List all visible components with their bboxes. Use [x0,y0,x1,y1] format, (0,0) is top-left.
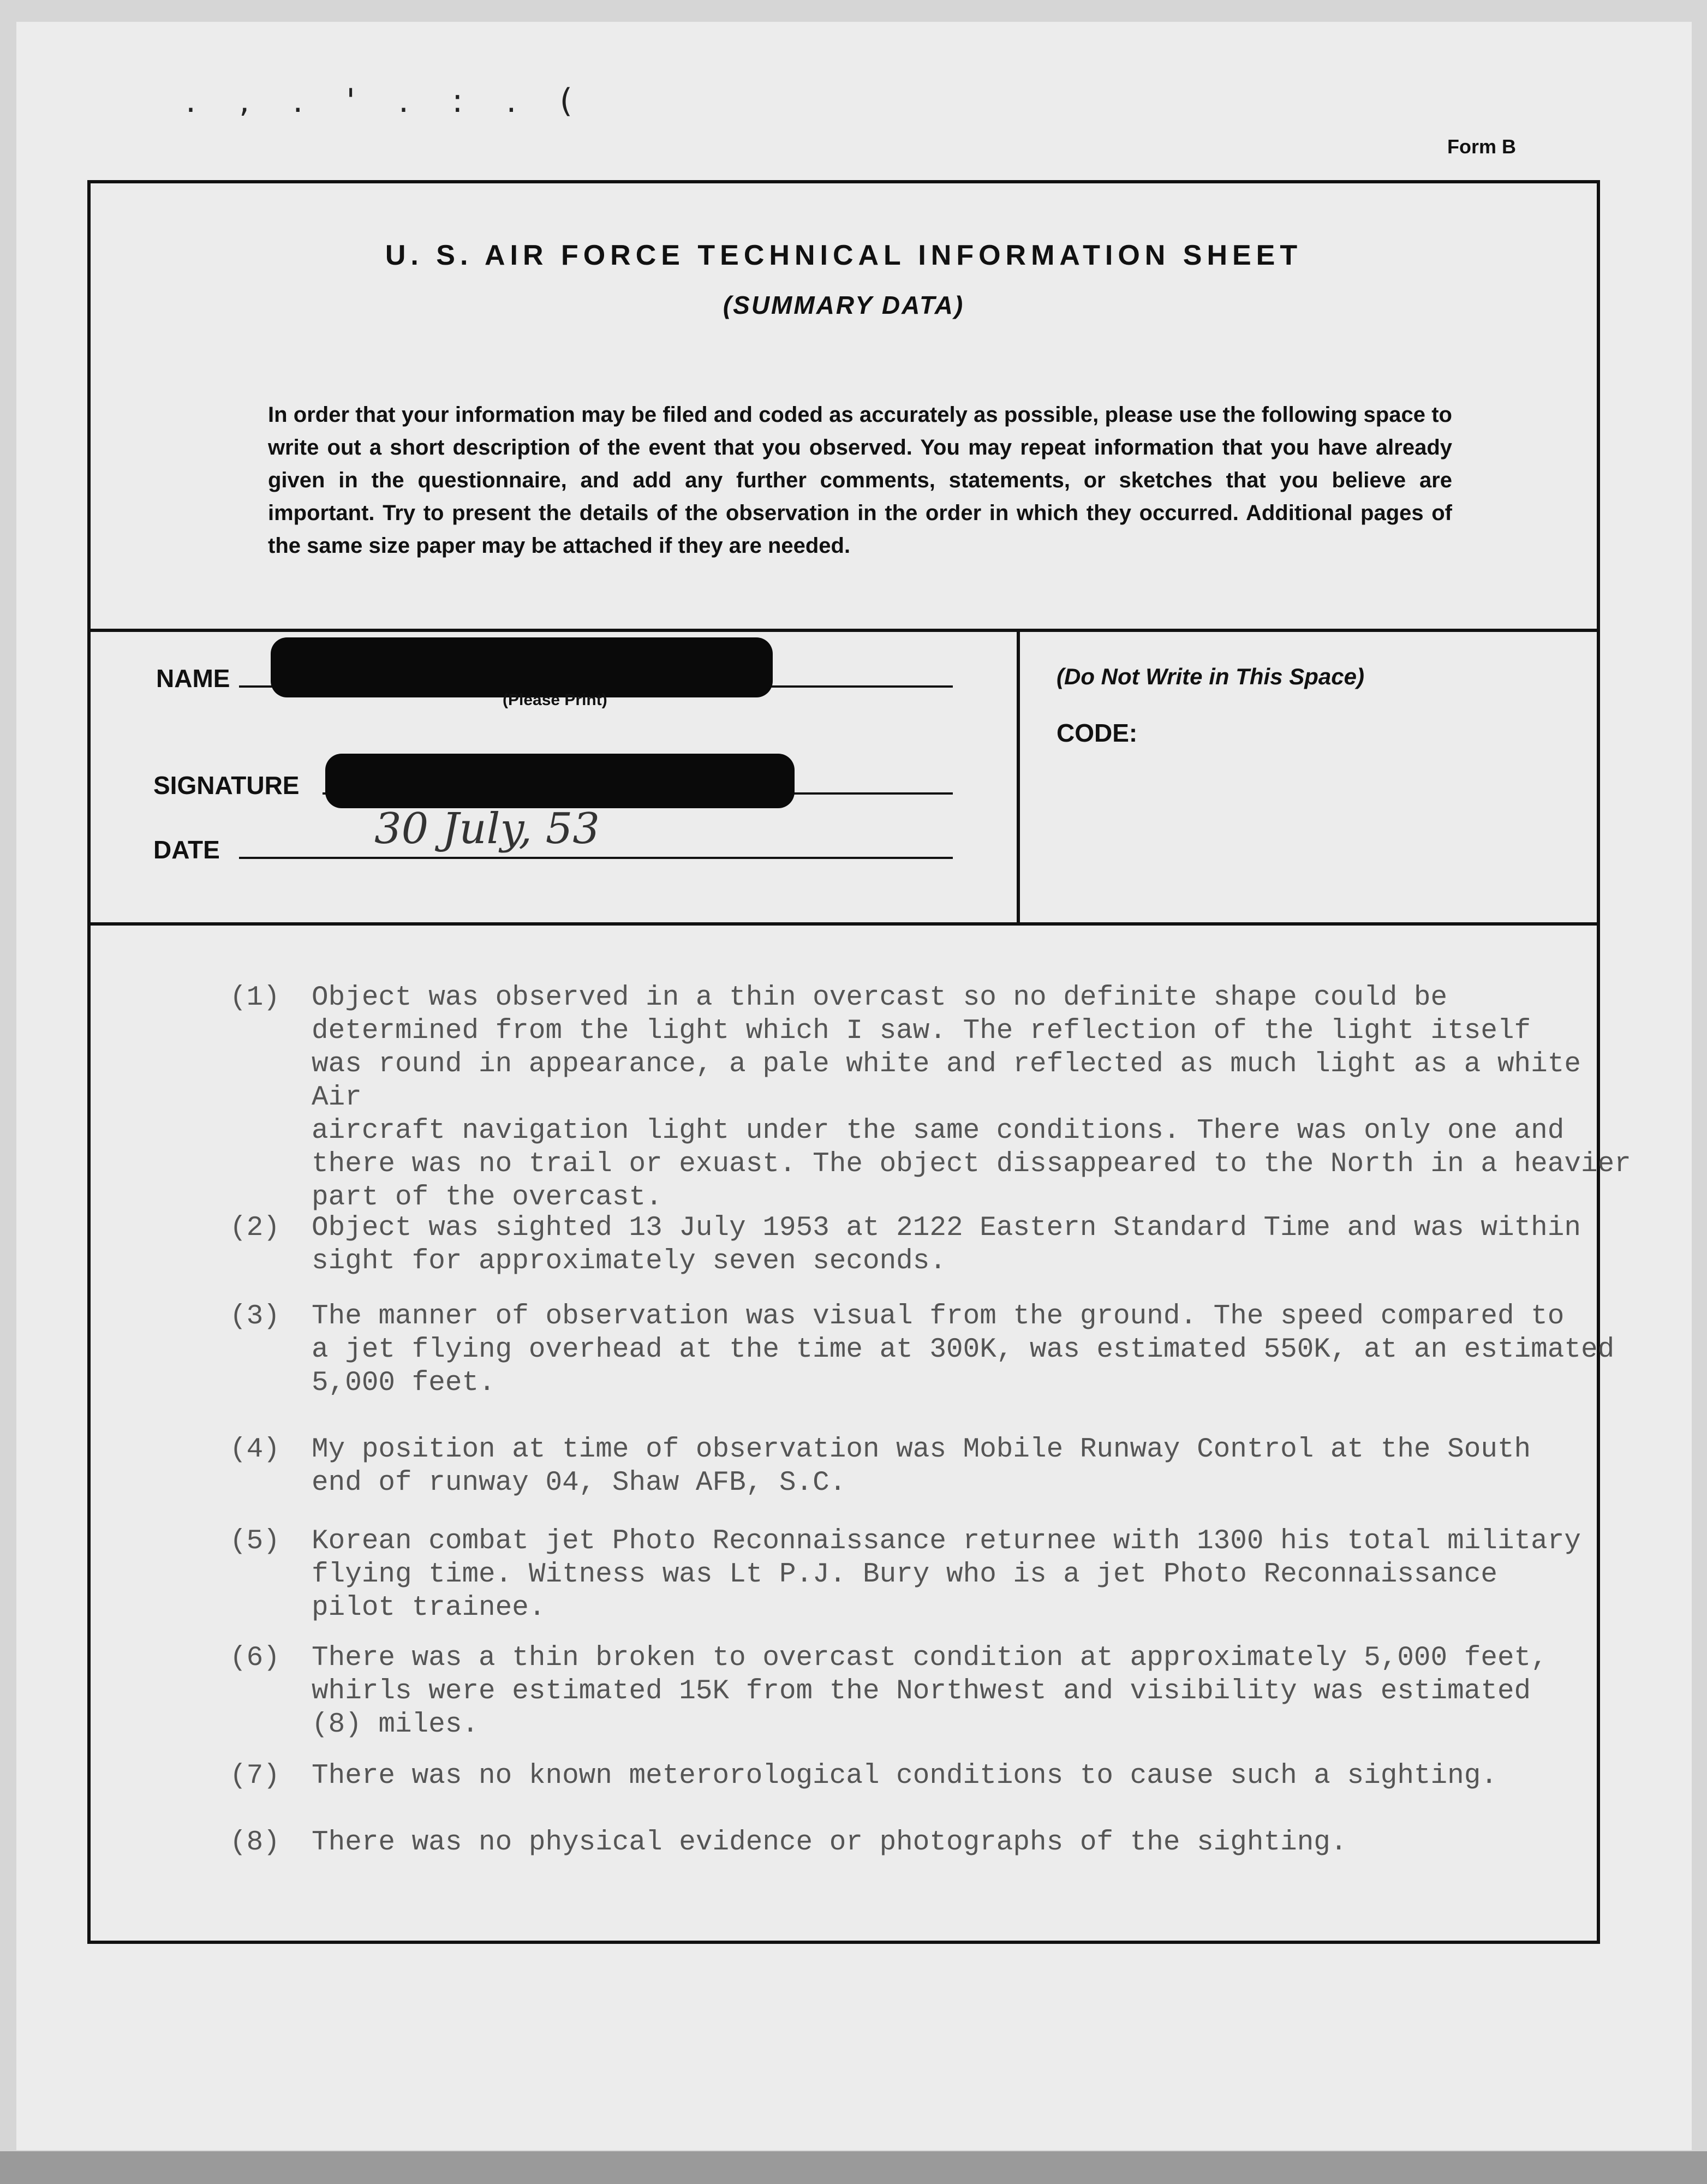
form-frame [87,180,1631,1944]
item-number: (4) [230,1434,280,1465]
name-label: NAME [156,664,230,693]
item-number: (2) [230,1213,280,1244]
divider-bottom [91,922,1597,926]
item-number: (6) [230,1643,280,1674]
date-value: 30 July, 53 [374,804,600,854]
item-text: My position at time of observation was Mobile Runway Control at the South end of runway 04, Shaw AFB, S.C. [312,1434,1531,1499]
form-subtitle: (SUMMARY DATA) [723,291,965,319]
do-not-write-label: (Do Not Write in This Space) [1057,664,1364,689]
signature-label: SIGNATURE [153,771,300,799]
signature-redaction [325,754,795,808]
item-number: (5) [230,1526,280,1557]
item-text: There was no physical evidence or photographs of the sighting. [312,1827,1347,1858]
stray-marks: . , . ' . : . ( [186,82,589,120]
item-text: Object was sighted 13 July 1953 at 2122 Eastern Standard Time and was within sight for approximately seven seconds. [312,1213,1581,1277]
item-text: The manner of observation was visual from the ground. The speed compared to a jet flying overhead at the time at 300K, was estimated 550K, at an estimated 5,000 feet. [312,1301,1615,1399]
code-label: CODE: [1057,719,1138,747]
name-redaction [271,637,773,697]
date-line[interactable] [239,857,953,859]
form-title: U. S. AIR FORCE TECHNICAL INFORMATION SHEET [385,240,1303,271]
item-number: (7) [230,1761,280,1792]
item-text: There was no known meterorological conditions to cause such a sighting. [312,1761,1497,1792]
item-number: (8) [230,1827,280,1858]
item-text: There was a thin broken to overcast condition at approximately 5,000 feet, whirls were estimated 15K from the Northwest and visibility was estimated (8) miles. [312,1643,1548,1740]
scan-bottom-edge [0,2151,1707,2184]
item-number: (1) [230,982,280,1013]
date-label: DATE [153,836,220,864]
form-label: Form B [1447,135,1516,158]
divider-top [91,629,1597,632]
please-print-label: (Please Print) [503,691,607,709]
item-number: (3) [230,1301,280,1332]
divider-vertical [1017,629,1020,923]
instructions: In order that your information may be filed and coded as accurately as possible, please use the following space to write out a short description of the event that you observed. You may repeat information that you have already given in the questionnaire, and add any further comments, statements, or sketches that you believe are important. Try to present the details of the observation in the order in which they occurred. Additional pages of the same size paper may be attached if they are needed. [268,403,1452,558]
item-text: Korean combat jet Photo Reconnaissance returnee with 1300 his total military flying time. Witness was Lt P.J. Bury who is a jet Photo Reconnaissance pilot trainee. [312,1526,1581,1624]
item-text: Object was observed in a thin overcast so no definite shape could be determined from the light which I saw. The reflection of the light itself was round in appearance, a pale white and reflected as much light as a white Air aircraft navigation light under the same conditions. There was only one and there was no trail or exuast. The object dissappeared to the North in a heavier part of the overcast. [312,982,1631,1213]
